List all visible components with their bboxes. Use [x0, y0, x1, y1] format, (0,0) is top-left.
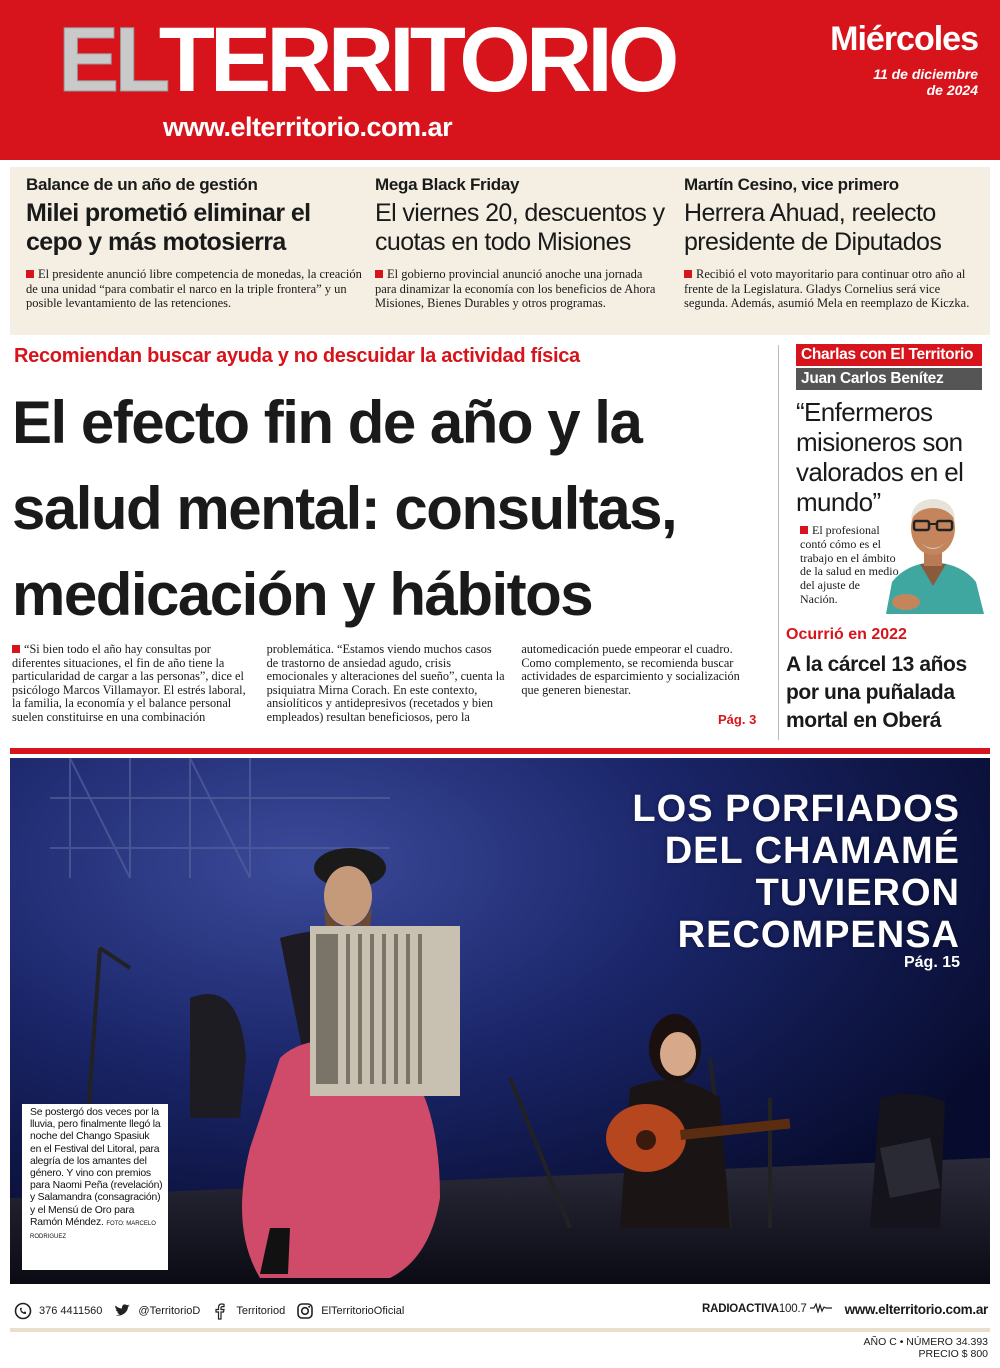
footer-band: [10, 1328, 990, 1332]
radio-frequency: 100.7: [778, 1303, 807, 1315]
logo-el: EL: [58, 9, 159, 111]
bullet-square: [375, 270, 383, 278]
column-divider: [778, 345, 779, 740]
sound-wave-icon: [810, 1303, 832, 1313]
date-day: Miércoles: [830, 20, 978, 58]
bullet-square: [800, 526, 808, 534]
bullet-square: [26, 270, 34, 278]
teaser-body-text: Recibió el voto mayoritario para continuar otro año al frente de la Legislatura. Gladys Cornelius será vice segunda. Además, asumió Mela en reemplazo de Kiczka.: [684, 267, 970, 310]
photo-caption: [22, 1104, 168, 1270]
date-line1: 11 de diciembre: [873, 66, 978, 82]
teaser-milei[interactable]: [26, 175, 362, 311]
teaser-headline: Milei prometió eliminar el cepo y más motosierra: [26, 199, 311, 256]
bullet-square: [12, 645, 20, 653]
teaser-kicker: Balance de un año de gestión: [26, 175, 258, 194]
main-headline[interactable]: El efecto fin de año y la salud mental: consultas, medicación y hábitos: [12, 389, 677, 628]
teaser-herrera-ahuad[interactable]: [684, 175, 976, 311]
masthead-url[interactable]: www.elterritorio.com.ar: [163, 112, 453, 142]
photo-headline-line: RECOMPENSA: [677, 914, 960, 956]
footer-url[interactable]: www.elterritorio.com.ar: [844, 1302, 988, 1317]
section-divider: [10, 748, 990, 754]
social-links: [14, 1302, 408, 1320]
teaser-body-text: El gobierno provincial anunció anoche una jornada para dinamizar la economía con los beneficios de Ahora Misiones, Bienes Durables y otros programas.: [375, 267, 656, 310]
footer: [10, 1294, 990, 1328]
sidebar-kicker-name: Juan Carlos Benítez: [796, 368, 982, 390]
sidebar-kicker-section: Charlas con El Territorio: [796, 344, 982, 366]
date-full: [818, 66, 978, 98]
issue-number: AÑO C • NÚMERO 34.393: [863, 1336, 988, 1348]
twitter-icon: [113, 1302, 131, 1320]
photo-credit: FOTO: MARCELO RODRIGUEZ: [30, 1220, 156, 1241]
teaser-headline: El viernes 20, descuentos y cuotas en todo Misiones: [375, 199, 665, 256]
masthead: [0, 0, 1000, 160]
radio-name: RADIOACTIVA: [702, 1303, 779, 1315]
newspaper-logo[interactable]: [58, 10, 674, 110]
sidebar-body-text: El profesional contó cómo es el trabajo en el ámbito de la salud en medio del ajuste de Nación.: [800, 523, 899, 606]
interviewee-portrait: [876, 490, 990, 614]
caption-text: Se postergó dos veces por la lluvia, pero finalmente llegó la noche del Chango Spasiuk en el Festival del Litoral, para alegría de los amantes del género. Y vino con premios para Naomi Peña (revelación) y Salamandra (consagración) y el Mensú de Oro para Ramón Méndez.: [30, 1107, 163, 1228]
date-line2: de 2024: [926, 82, 978, 98]
teaser-body: [375, 267, 667, 311]
facebook-handle[interactable]: Territoriod: [236, 1305, 286, 1317]
radio-logo[interactable]: [702, 1303, 832, 1315]
main-page-ref[interactable]: Pág. 3: [718, 712, 757, 727]
photo-headline-line: DEL CHAMAMÉ: [664, 830, 960, 872]
sidebar-quote[interactable]: “Enfermeros misioneros son valorados en el mundo”: [796, 397, 964, 517]
instagram-handle[interactable]: ElTerritorioOficial: [321, 1305, 405, 1317]
teaser-black-friday[interactable]: [375, 175, 667, 311]
whatsapp-icon: [14, 1302, 32, 1320]
teaser-body: [26, 267, 362, 311]
main-body: [12, 643, 760, 727]
photo-page-ref[interactable]: Pág. 15: [903, 954, 960, 971]
photo-headline-line: LOS PORFIADOS: [632, 788, 960, 830]
teaser-kicker: Martín Cesino, vice primero: [684, 175, 899, 194]
teaser-kicker: Mega Black Friday: [375, 175, 520, 194]
teaser-body: [684, 267, 976, 311]
issue-info: [864, 1336, 988, 1360]
whatsapp-number[interactable]: 376 4411560: [39, 1305, 103, 1317]
sidebar-headline-crime[interactable]: A la cárcel 13 años por una puñalada mortal en Oberá: [786, 653, 967, 732]
sidebar-kicker-crime: Ocurrió en 2022: [786, 626, 907, 643]
instagram-icon: [296, 1302, 314, 1320]
issue-price: PRECIO $ 800: [918, 1348, 988, 1360]
main-kicker: Recomiendan buscar ayuda y no descuidar la actividad física: [14, 345, 580, 367]
photo-headline-line: TUVIERON: [755, 872, 960, 914]
logo-territorio: TERRITORIO: [158, 9, 675, 111]
photo-headline[interactable]: [632, 788, 960, 956]
teaser-body-text: El presidente anunció libre competencia de monedas, la creación de una unidad “para combatir el narco en la triple frontera” y un posible levantamiento de las retenciones.: [26, 267, 362, 310]
facebook-icon: [211, 1302, 229, 1320]
twitter-handle[interactable]: @TerritorioD: [138, 1305, 201, 1317]
bullet-square: [684, 270, 692, 278]
top-teasers: [10, 167, 990, 335]
teaser-headline: Herrera Ahuad, reelecto presidente de Diputados: [684, 199, 942, 256]
main-body-text: “Si bien todo el año hay consultas por diferentes situaciones, el fin de año tiene la particularidad de cargar a las personas”, dice el psicólogo Marcos Villamayor. El estrés laboral, la familia, la economía y el balance personal suelen constituirse en una combinación problemática. “Estamos viendo muchos casos de trastorno de ansiedad agudo, crisis emocionales y alteraciones del sueño”, cuenta la psiquiatra Mirna Corach. En este contexto, ansiolíticos y antidepresivos (recetados y bien empleados) resultan beneficiosos, pero la automedicación puede empeorar el cuadro. Como complemento, se recomienda buscar actividades de esparcimiento y socialización que generen bienestar.: [12, 642, 740, 724]
